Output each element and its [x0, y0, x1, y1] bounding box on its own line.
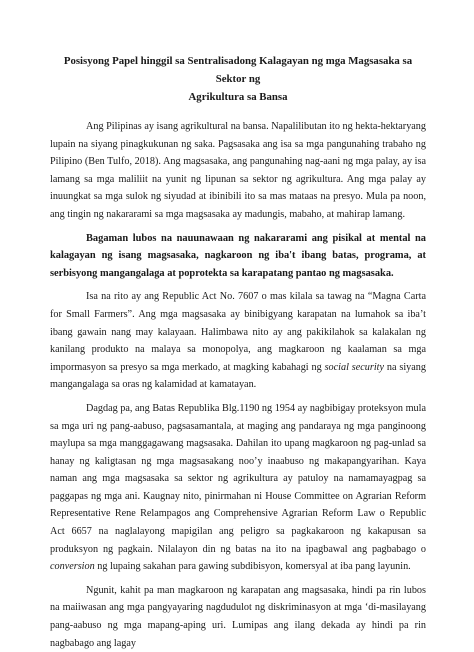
- paragraph-3-italic: social security: [324, 361, 385, 373]
- paragraph-2-bold: Bagaman lubos na nauunawaan ng nakararami ang pisikal at mental na kalagayan ng isang magsasaka, nagkaroon ng iba't ibang batas, programa, at serbisyong mangangalaga at poprotekta sa karapatang pantao ng magsasaka.: [50, 232, 426, 279]
- paragraph-3-text-a: Isa na rito ay ang Republic Act No. 7607 o mas kilala sa tawag na “Magna Carta for Small Farmers”. Ang mga magsasaka ay binibigyang karapatan na lumahok sa iba’t ibang gawain nang may kalayaan. Halimbawa nito ay ang pakikilahok sa kalakalan ng kanilang produkto na malaya sa monopolya, ang magkaroon ng kaalaman sa mga impormasyon sa presyo sa mga merkado, at magking kabahagi ng: [50, 291, 426, 373]
- paragraph-4-text-b: ng lupaing sakahan para gawing subdibisyon, komersyal at iba pang layunin.: [94, 561, 411, 573]
- paragraph-5: Ngunit, kahit pa man magkaroon ng karapatan ang magsasaka, hindi pa rin lubos na maiiwasan ang mga pangyayaring nagdudulot ng diskriminasyon at mga ‘di-masilayang pang-aabuso ng mga mapang-aping uri. Lumipas ang ilang dekada ay hindi pa rin nagbabago ang lagay: [50, 584, 426, 649]
- paragraph-4: [50, 400, 426, 576]
- paragraph-1: Ang Pilipinas ay isang agrikultural na bansa. Napalilibutan ito ng hekta-hektaryang lupain na siyang pinagkukunan ng saka. Pagsasaka ang isa sa mga pangunahing trabaho ng Pilipino (Ben Tulfo, 2018). Ang magsasaka, ang pangunahing nag-aani ng mga palay, ay isa lamang sa mga maliliit na yunit ng lipunan sa sektor ng agrikultura. Ang mga palay ay inuungkat sa mga sulok ng siyudad at ibinibili ito sa mas mataas na presyo. Mula pa noon, ang tingin ng nakararami sa mga magsasaka ay madungis, mabaho, at mahirap lamang.: [50, 121, 426, 220]
- paragraph-4-italic: conversion: [50, 561, 95, 573]
- paragraph-3: [50, 288, 426, 394]
- document-title: [50, 52, 426, 106]
- paragraph-4-text-a: Dagdag pa, ang Batas Republika Blg.1190 ng 1954 ay nagbibigay proteksyon mula sa mga uri ng pang-aabuso, pagsasamantala, at maging ang pandaraya ng mga panginoong maylupa sa mga manggagawang magsasaka. Dahilan ito upang magkaroon ng pag-unlad sa hanay ng kaligtasan ng mga magsasakang noo’y inaabuso ng makapangyarihan. Kaya naman ang mga magsasaka sa sektor ng agrikultura ay patuloy na namamayagpag sa paggapas ng mga ani. Kaugnay nito, pinirmahan ni House Committee on Agrarian Reform Representative Rene Relampagos ang Comprehensive Agrarian Reform Law o Republic Act 6657 na naglalayong mapigilan ang peligro sa pagkakaroon ng kakapusan sa produksyon ng pagkain. Nilalayon din ng batas na ito na ipagbawal ang pagbabago o: [50, 402, 426, 555]
- title-line-2: Agrikultura sa Bansa: [188, 91, 288, 103]
- title-line-1: Posisyong Papel hinggil sa Sentralisadong Kalagayan ng mga Magsasaka sa Sektor ng: [63, 55, 413, 85]
- paragraph-3-text-b: na siyang mangangalaga sa oras ng kalamidad at kamatayan.: [50, 361, 426, 391]
